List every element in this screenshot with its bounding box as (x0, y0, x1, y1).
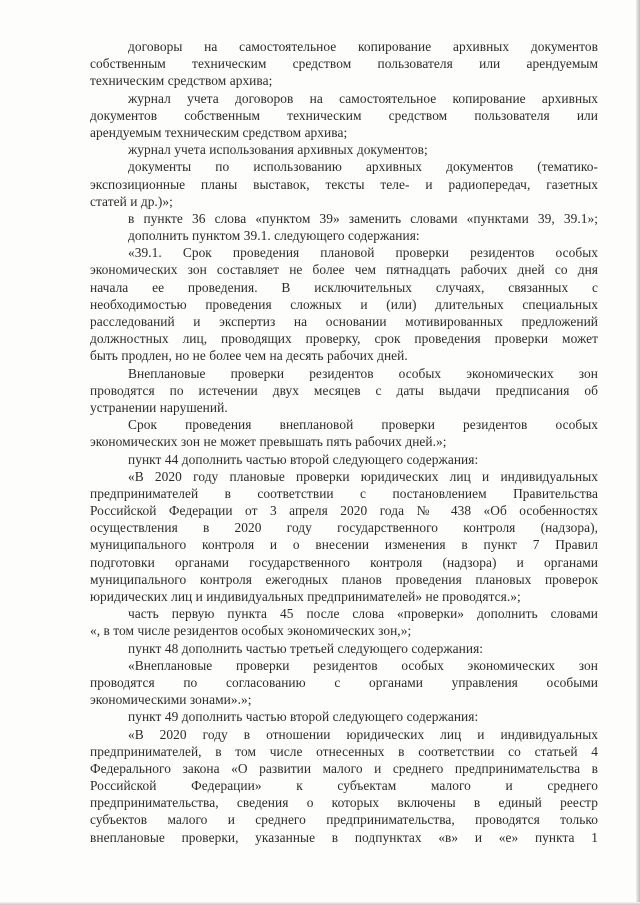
document-line: журнал учета использования архивных документов; (128, 142, 428, 158)
document-line: документов собственным техническим средством пользователя или (90, 107, 598, 123)
document-line: должностных лиц, проводящих проверку, срок проведения проверки может (90, 331, 598, 347)
document-line: муниципального контроля и о внесении изменения в пункт 7 Правил (90, 537, 598, 553)
document-line: проводятся по согласованию с органами управления особыми (90, 674, 598, 690)
document-line: Срок проведения внеплановой проверки резидентов особых (128, 417, 598, 433)
document-line: внеплановые проверки, указанные в подпунктах «в» и «е» пункта 1 (90, 829, 598, 845)
document-line: предпринимателей в соответствии с постановлением Правительства (90, 485, 598, 501)
document-line: расследований и экспертиз на основании мотивированных предложений (90, 314, 598, 329)
document-line: Федерального закона «О развитии малого и среднего предпринимательства в (90, 760, 598, 776)
document-line: экономическими зонами».»; (90, 692, 252, 708)
document-line: муниципального контроля ежегодных планов проведения плановых проверок (90, 571, 598, 587)
document-line: «В 2020 году в отношении юридических лиц и индивидуальных (128, 726, 598, 742)
document-line: проводятся по истечении двух месяцев с даты выдачи предписания об (90, 382, 598, 398)
document-line: собственным техническим средством пользователя или арендуемым (90, 56, 598, 72)
document-line: необходимостью проведения сложных и (или) длительных специальных (90, 296, 598, 312)
document-line: субъектов малого и среднего предпринимательства, проводятся только (90, 812, 598, 828)
document-line: Российской Федерации от 3 апреля 2020 года № 438 «Об особенностях (90, 503, 598, 519)
document-line: предпринимательства, сведения о которых включены в единый реестр (90, 795, 598, 811)
document-line: статей и др.)»; (90, 193, 173, 209)
document-line: договоры на самостоятельное копирование архивных документов (128, 39, 598, 54)
document-line: дополнить пунктом 39.1. следующего содержания: (128, 228, 420, 244)
document-line: юридических лиц и индивидуальных предпринимателей» не проводятся.»; (90, 589, 521, 604)
document-line: пункт 49 дополнить частью второй следующего содержания: (128, 709, 479, 725)
document-line: «39.1. Срок проведения плановой проверки резидентов особых (128, 245, 598, 261)
document-line: «Внеплановые проверки резидентов особых экономических зон (128, 657, 598, 673)
document-line: «, в том числе резидентов особых экономических зон,»; (90, 623, 412, 639)
document-line: осуществления в 2020 году государственного контроля (надзора), (90, 520, 598, 536)
document-line: экономических зон составляет не более чем пятнадцать рабочих дней со дня (90, 262, 598, 278)
document-line: документы по использованию архивных документов (тематико- (128, 159, 598, 175)
document-line: предпринимателей, в том числе отнесенных в соответствии со статьей 4 (90, 743, 598, 759)
scan-edge-right (636, 0, 640, 905)
document-line: устранении нарушений. (90, 399, 228, 415)
document-line: в пункте 36 слова «пунктом 39» заменить словами «пунктами 39, 39.1»; (128, 210, 598, 226)
document-line: техническим средством архива; (90, 73, 273, 89)
document-line: экономических зон не может превышать пять рабочих дней.»; (90, 434, 447, 450)
document-line: часть первую пункта 45 после слова «проверки» дополнить словами (128, 606, 598, 622)
document-line: Российской Федерации» к субъектам малого и среднего (90, 778, 598, 794)
document-line: «В 2020 году плановые проверки юридических лиц и индивидуальных (128, 468, 598, 484)
document-line: арендуемым техническим средством архива; (90, 124, 348, 140)
document-line: пункт 44 дополнить частью второй следующего содержания: (128, 451, 479, 467)
document-line: начала ее проведения. В исключительных случаях, связанных с (90, 279, 598, 295)
document-line: экспозиционные планы выставок, тексты теле- и радиопередач, газетных (90, 176, 598, 192)
document-line: быть продлен, но не более чем на десять рабочих дней. (90, 348, 408, 364)
document-line: подготовки органами государственного контроля (надзора) и органами (90, 554, 598, 570)
document-line: журнал учета договоров на самостоятельное копирование архивных (128, 90, 598, 106)
document-line: Внеплановые проверки резидентов особых экономических зон (128, 365, 598, 381)
document-line: пункт 48 дополнить частью третьей следующего содержания: (128, 640, 484, 656)
document-body (90, 38, 598, 846)
